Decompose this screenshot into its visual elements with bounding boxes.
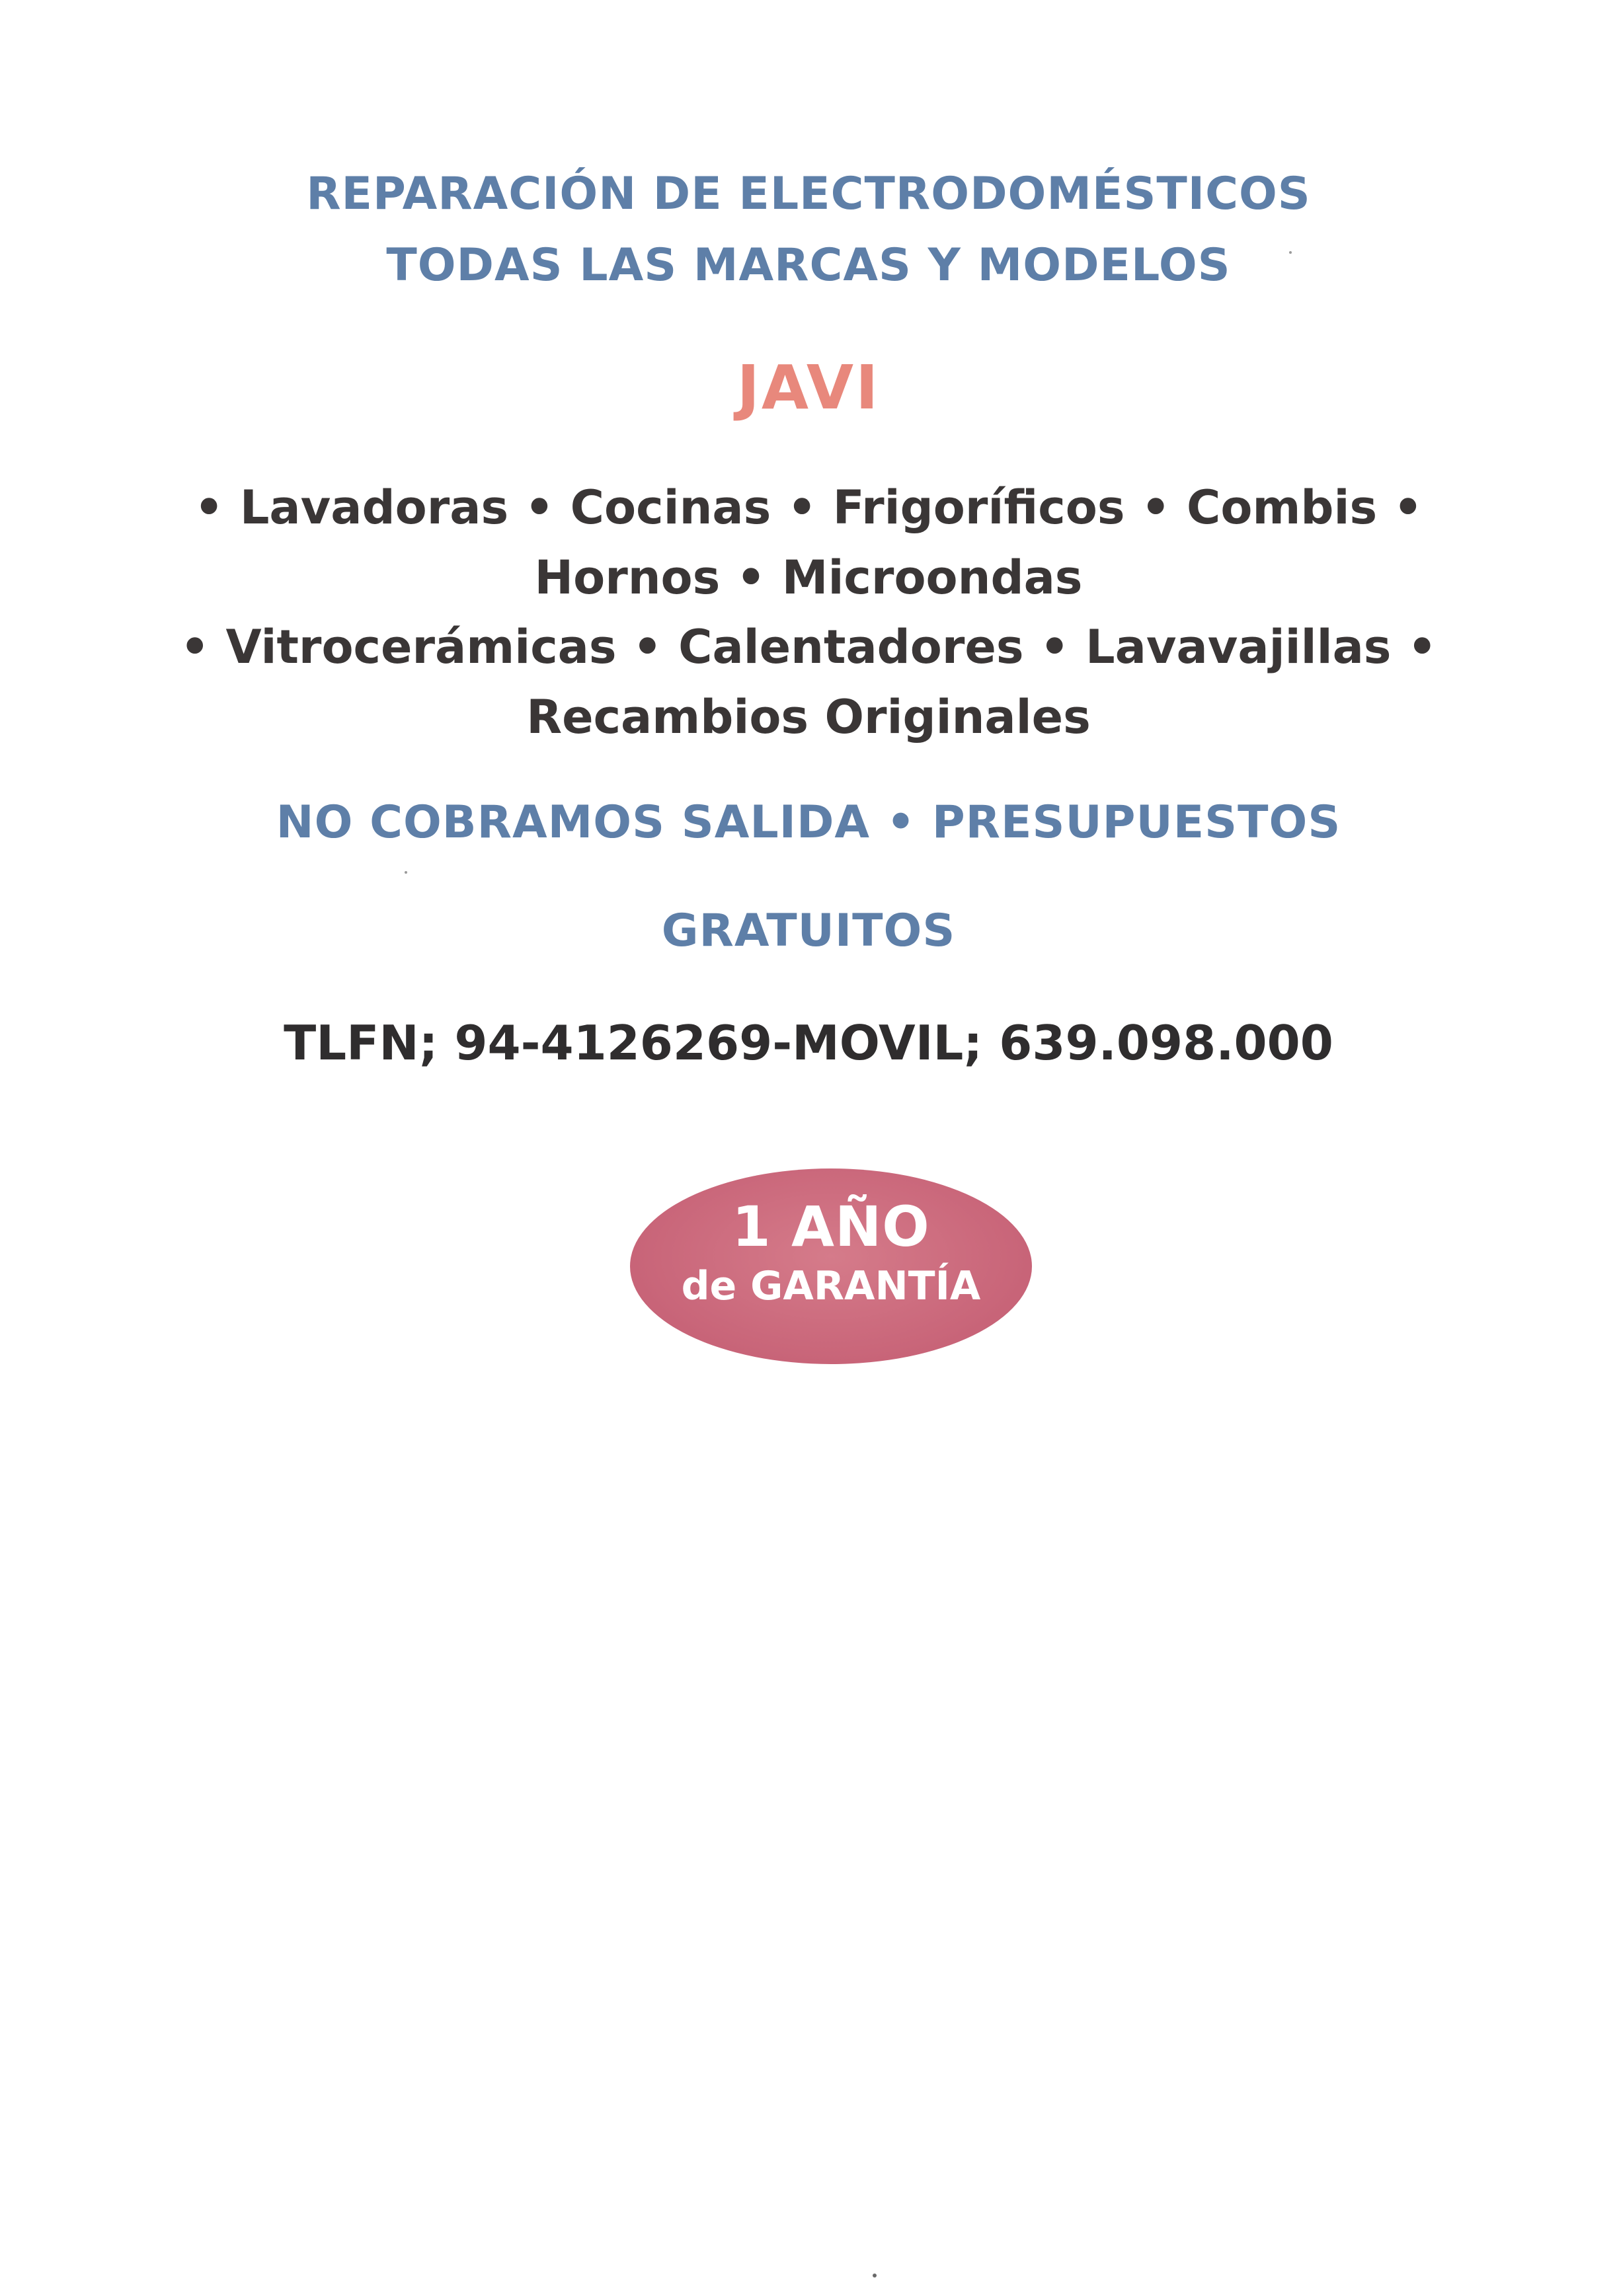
services-line-3: • Vitrocerámicas • Calentadores • Lavavajillas • xyxy=(180,620,1437,674)
warranty-badge-label: de GARANTÍA xyxy=(681,1263,981,1309)
services-line-1: • Lavadoras • Cocinas • Frigoríficos • Combis • xyxy=(194,480,1423,535)
warranty-badge xyxy=(630,1168,1032,1364)
phone-numbers: TLFN; 94-4126269-MOVIL; 639.098.000 xyxy=(284,1015,1333,1071)
title-line-1: REPARACIÓN DE ELECTRODOMÉSTICOS xyxy=(306,168,1311,220)
technician-name: JAVI xyxy=(736,352,881,423)
services-line-4: Recambios Originales xyxy=(526,690,1091,744)
warranty-badge-year: 1 AÑO xyxy=(732,1194,930,1259)
offer-line-2: GRATUITOS xyxy=(661,905,956,957)
title-line-2: TODAS LAS MARCAS Y MODELOS xyxy=(386,239,1231,291)
scan-speck xyxy=(873,2274,877,2277)
services-line-2: Hornos • Microondas xyxy=(534,551,1083,605)
scan-speck xyxy=(405,871,407,874)
scan-speck xyxy=(1289,251,1292,254)
offer-line-1: NO COBRAMOS SALIDA • PRESUPUESTOS xyxy=(276,796,1341,849)
